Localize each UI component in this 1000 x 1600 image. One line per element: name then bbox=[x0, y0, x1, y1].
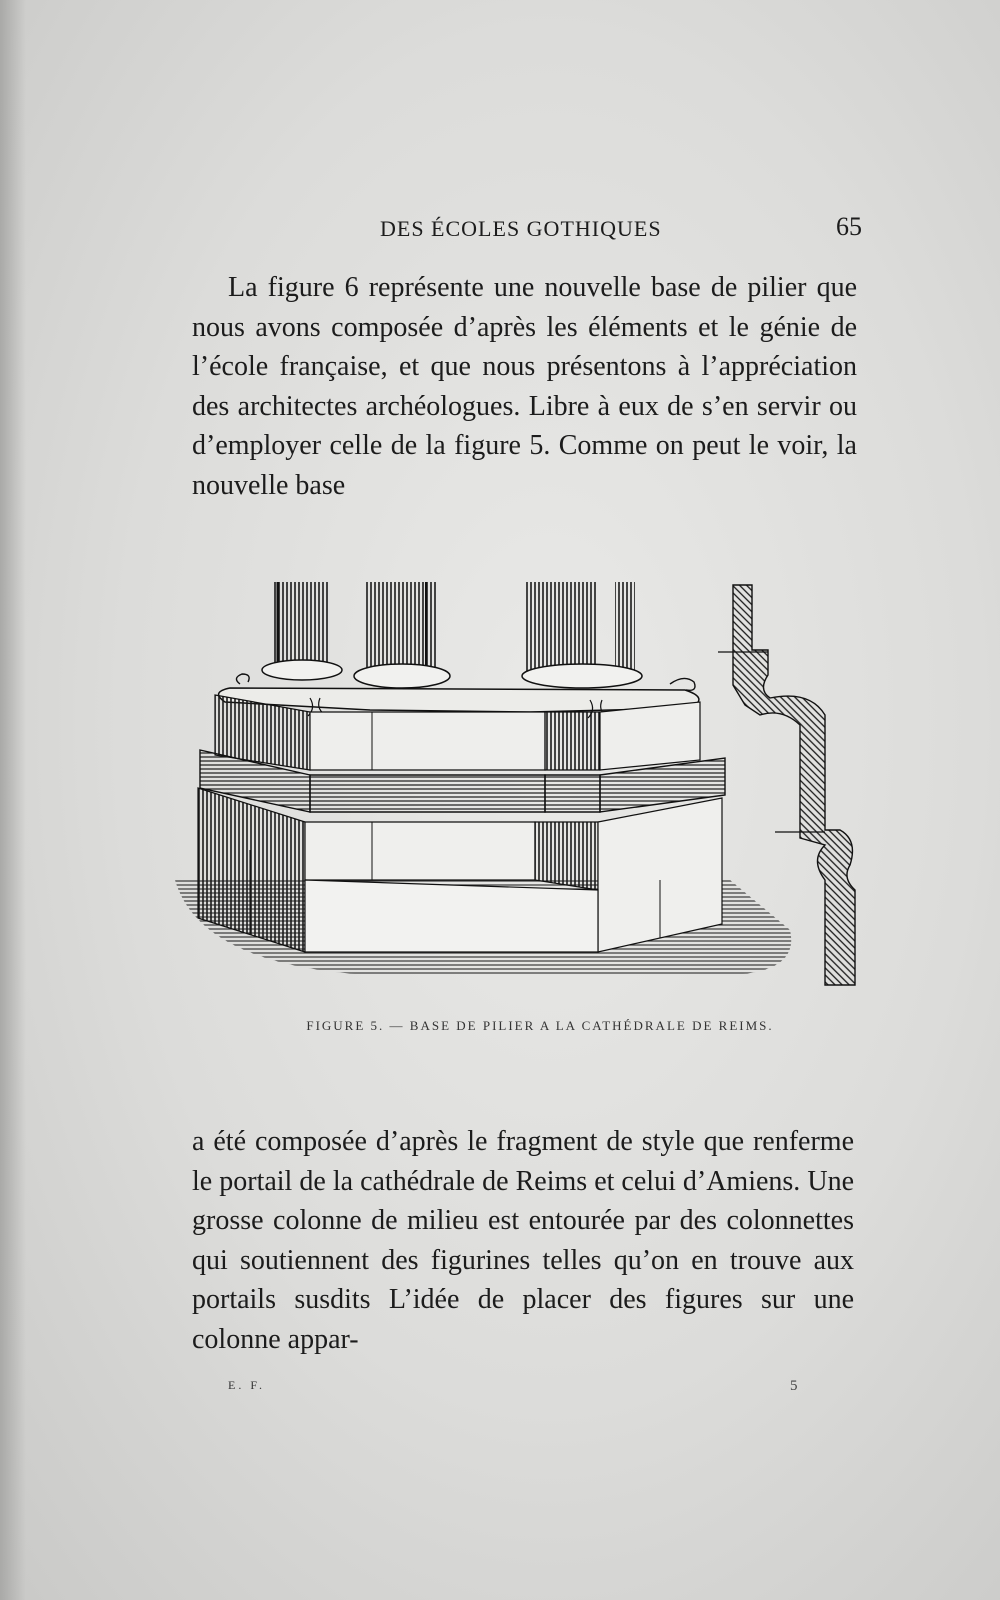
sheet-number: 5 bbox=[790, 1378, 798, 1394]
page-number: 65 bbox=[836, 212, 862, 241]
figure-caption: FIGURE 5. — BASE DE PILIER A LA CATHÉDRALE DE REIMS. bbox=[306, 1018, 774, 1033]
running-head: DES ÉCOLES GOTHIQUES bbox=[380, 216, 662, 241]
page-header bbox=[190, 210, 862, 250]
paragraph-1: La figure 6 représente une nouvelle base de pilier que nous avons composée d’après les éléments et le génie de l’école française, et que nous présentons à l’appréciation des architectes archéologues. Libre à eux de s’en servir ou d’employer celle de la figure 5. Comme on peut le voir, la nouvelle base bbox=[192, 272, 857, 501]
printer-signature: E. F. bbox=[228, 1378, 266, 1392]
pillar-base-engraving bbox=[170, 580, 870, 1000]
colonnettes bbox=[274, 582, 635, 674]
engraving-illustration bbox=[170, 580, 870, 1000]
page-gutter-shadow bbox=[0, 0, 26, 1600]
paragraph-2: a été composée d’après le fragment de style que renferme le portail de la cathédrale de Reims et celui d’Amiens. Une grosse colonne de milieu est entourée par des colonnettes qui soutiennent des figurines telles qu’on en trouve aux portails susdits L’idée de placer des figures sur une colonne appar- bbox=[192, 1126, 854, 1355]
